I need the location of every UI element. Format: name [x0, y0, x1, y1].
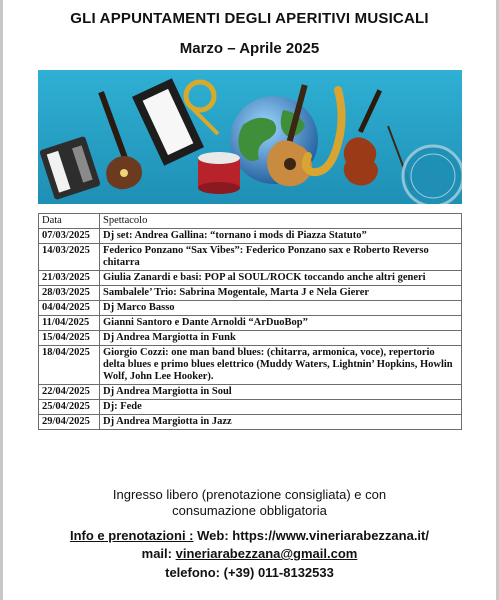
- table-row: [39, 286, 462, 301]
- table-row: [39, 301, 462, 316]
- musical-instruments-banner: [38, 70, 462, 204]
- email-link[interactable]: vineriarabezzana@gmail.com: [175, 546, 358, 561]
- event-date: 21/03/2025: [39, 271, 100, 286]
- event-date: 28/03/2025: [39, 286, 100, 301]
- event-date: 29/04/2025: [39, 415, 100, 430]
- event-date: 11/04/2025: [39, 316, 100, 331]
- event-date: 15/04/2025: [39, 331, 100, 346]
- event-date: 25/04/2025: [39, 400, 100, 415]
- event-description: Dj set: Andrea Gallina: “tornano i mods di Piazza Statuto”: [100, 229, 462, 244]
- event-description: Dj: Fede: [100, 400, 462, 415]
- contacts-mail-line: [0, 546, 499, 561]
- page-title: GLI APPUNTAMENTI DEGLI APERITIVI MUSICALI: [70, 10, 429, 27]
- entry-note-line2: consumazione obbligatoria: [172, 503, 327, 518]
- contacts-web-line: [0, 528, 499, 543]
- table-row: [39, 229, 462, 244]
- event-description: Dj Marco Basso: [100, 301, 462, 316]
- website-link[interactable]: Web: https://www.vineriarabezzana.it/: [193, 528, 429, 543]
- event-date: 07/03/2025: [39, 229, 100, 244]
- column-header-date: Data: [39, 214, 100, 229]
- table-row: [39, 400, 462, 415]
- table-row: [39, 244, 462, 271]
- event-description: Gianni Santoro e Dante Arnoldi “ArDuoBop”: [100, 316, 462, 331]
- event-description: Dj Andrea Margiotta in Jazz: [100, 415, 462, 430]
- event-description: Federico Ponzano “Sax Vibes”: Federico Ponzano sax e Roberto Reverso chitarra: [100, 244, 462, 271]
- phone-line: telefono: (+39) 011-8132533: [165, 565, 334, 580]
- page-subtitle: Marzo – Aprile 2025: [179, 40, 320, 57]
- table-row: [39, 346, 462, 385]
- drum-icon: [198, 152, 240, 194]
- table-header-row: [39, 214, 462, 229]
- event-description: Dj Andrea Margiotta in Soul: [100, 385, 462, 400]
- event-date: 14/03/2025: [39, 244, 100, 271]
- event-description: Giorgio Cozzi: one man band blues: (chitarra, armonica, voce), repertorio delta blues e primo blues elettrico (Muddy Waters, Lightnin’ Hopkins, Howlin Wolf, John Lee Hooker).: [100, 346, 462, 385]
- event-date: 18/04/2025: [39, 346, 100, 385]
- event-description: Dj Andrea Margiotta in Funk: [100, 331, 462, 346]
- entry-note-line1: Ingresso libero (prenotazione consigliata) e con: [112, 487, 387, 502]
- instruments-banner: [38, 70, 462, 204]
- contacts-label: Info e prenotazioni :: [70, 528, 194, 543]
- event-date: 04/04/2025: [39, 301, 100, 316]
- event-date: 22/04/2025: [39, 385, 100, 400]
- table-row: [39, 316, 462, 331]
- table-row: [39, 331, 462, 346]
- table-row: [39, 415, 462, 430]
- mail-label: mail:: [141, 546, 176, 561]
- event-description: Sambalele’ Trio: Sabrina Mogentale, Marta J e Nela Gierer: [100, 286, 462, 301]
- table-row: [39, 385, 462, 400]
- schedule-table: [38, 213, 462, 430]
- column-header-show: Spettacolo: [100, 214, 462, 229]
- event-description: Giulia Zanardi e basi: POP al SOUL/ROCK toccando anche altri generi: [100, 271, 462, 286]
- watermark-logo: [403, 146, 462, 204]
- table-row: [39, 271, 462, 286]
